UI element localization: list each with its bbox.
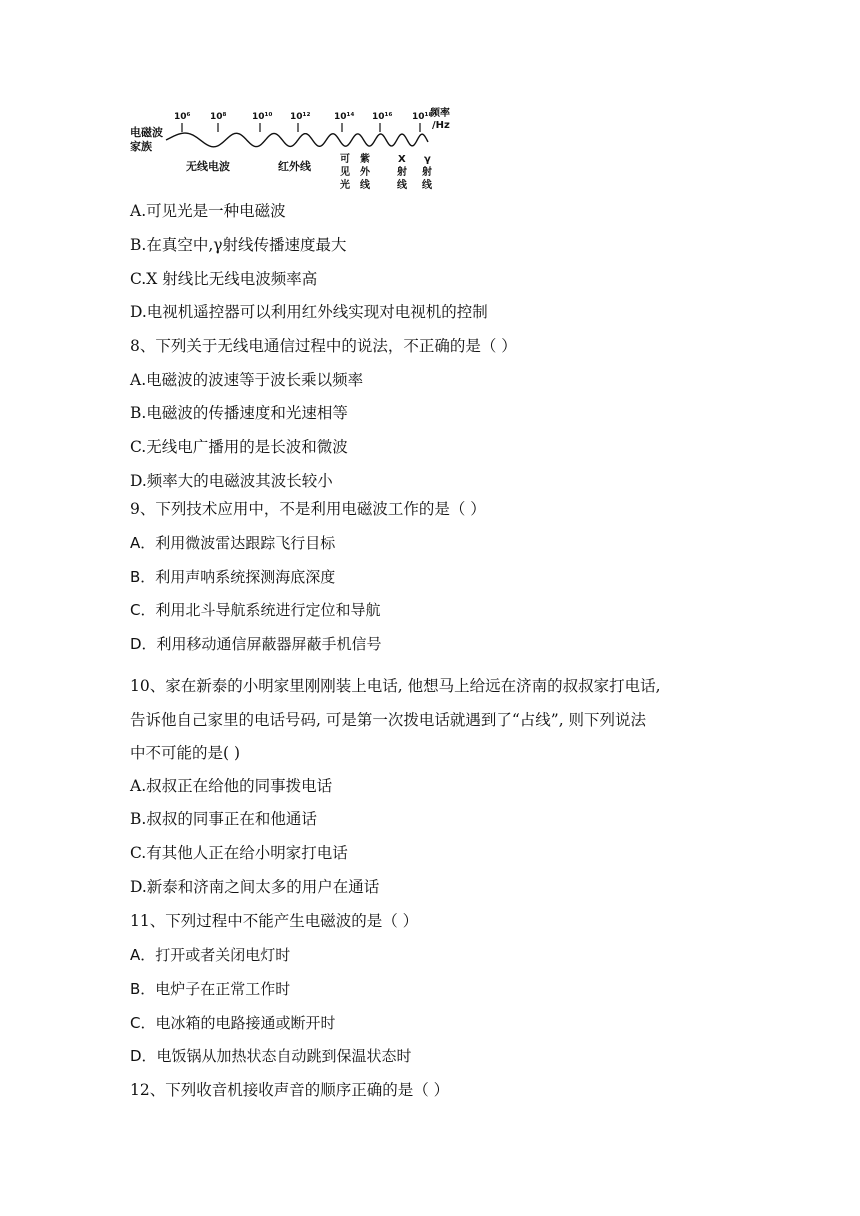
tick-label: 10¹⁶	[372, 112, 393, 122]
q11-option-c: C．电冰箱的电路接通或断开时	[130, 1014, 336, 1032]
q10-stem-line-3: 中不可能的是( )	[130, 744, 241, 762]
q9-stem: 9、下列技术应用中，不是利用电磁波工作的是（ ）	[130, 500, 486, 518]
q7-option-c: C.X 射线比无线电波频率高	[130, 270, 318, 288]
q9-option-c: C．利用北斗导航系统进行定位和导航	[130, 601, 381, 619]
q8-option-b: B.电磁波的传播速度和光速相等	[130, 404, 348, 422]
band-visible-3: 光	[340, 180, 350, 191]
tick-label: 10¹⁸	[412, 112, 433, 122]
band-gamma-2: 射	[422, 167, 432, 178]
band-uv-1: 紫	[360, 154, 370, 165]
family-label-1: 电磁波	[130, 126, 163, 139]
tick-label: 10¹²	[290, 112, 311, 122]
q11-option-a: A．打开或者关闭电灯时	[130, 946, 291, 964]
q8-option-c: C.无线电广播用的是长波和微波	[130, 438, 348, 456]
freq-unit-1: 频率	[430, 108, 450, 119]
band-xray-3: 线	[397, 180, 407, 191]
band-gamma-3: 线	[422, 180, 432, 191]
wave-curve	[166, 133, 428, 147]
q9-option-b: B．利用声呐系统探测海底深度	[130, 568, 336, 586]
em-spectrum-figure	[128, 104, 468, 196]
q11-option-d: D．电饭锅从加热状态自动跳到保温状态时	[130, 1047, 412, 1065]
q11-stem: 11、下列过程中不能产生电磁波的是（ ）	[130, 912, 419, 930]
freq-unit-2: /Hz	[432, 120, 450, 131]
tick-label: 10¹⁰	[252, 112, 273, 122]
q7-option-b: B.在真空中,γ射线传播速度最大	[130, 236, 347, 254]
band-xray-2: 射	[397, 167, 407, 178]
q7-option-d: D.电视机遥控器可以利用红外线实现对电视机的控制	[130, 303, 488, 321]
band-uv-3: 线	[360, 180, 370, 191]
band-uv-2: 外	[360, 167, 370, 178]
em-spectrum-diagram	[128, 104, 468, 196]
frequency-ticks	[174, 112, 432, 132]
q9-option-a: A．利用微波雷达跟踪飞行目标	[130, 534, 336, 552]
q10-option-d: D.新泰和济南之间太多的用户在通话	[130, 878, 380, 896]
band-visible-2: 见	[340, 167, 350, 178]
q11-option-b: B．电炉子在正常工作时	[130, 980, 291, 998]
q12-stem: 12、下列收音机接收声音的顺序正确的是（ ）	[130, 1081, 450, 1099]
q10-stem-line-2: 告诉他自己家里的电话号码, 可是第一次拨电话就遇到了“占线”, 则下列说法	[130, 711, 647, 729]
q10-option-c: C.有其他人正在给小明家打电话	[130, 844, 348, 862]
band-xray-1: X	[398, 154, 406, 165]
q8-option-a: A.电磁波的波速等于波长乘以频率	[130, 371, 364, 389]
tick-label: 10⁶	[174, 112, 191, 122]
band-visible-1: 可	[340, 154, 350, 165]
q8-stem: 8、下列关于无线电通信过程中的说法，不正确的是（ ）	[130, 337, 517, 355]
tick-label: 10⁸	[210, 112, 227, 122]
tick-label: 10¹⁴	[334, 112, 355, 122]
q9-option-d: D．利用移动通信屏蔽器屏蔽手机信号	[130, 635, 382, 653]
band-radio-label: 无线电波	[186, 160, 230, 173]
family-label-2: 家族	[130, 140, 152, 153]
q10-option-a: A.叔叔正在给他的同事拨电话	[130, 777, 333, 795]
q10-option-b: B.叔叔的同事正在和他通话	[130, 810, 317, 828]
band-infrared-label: 红外线	[278, 160, 311, 173]
q10-stem-line-1: 10、家在新泰的小明家里刚刚装上电话, 他想马上给远在济南的叔叔家打电话,	[130, 677, 661, 695]
q8-option-d: D.频率大的电磁波其波长较小	[130, 472, 333, 490]
band-gamma-1: γ	[424, 154, 431, 165]
q7-option-a: A.可见光是一种电磁波	[130, 202, 286, 220]
